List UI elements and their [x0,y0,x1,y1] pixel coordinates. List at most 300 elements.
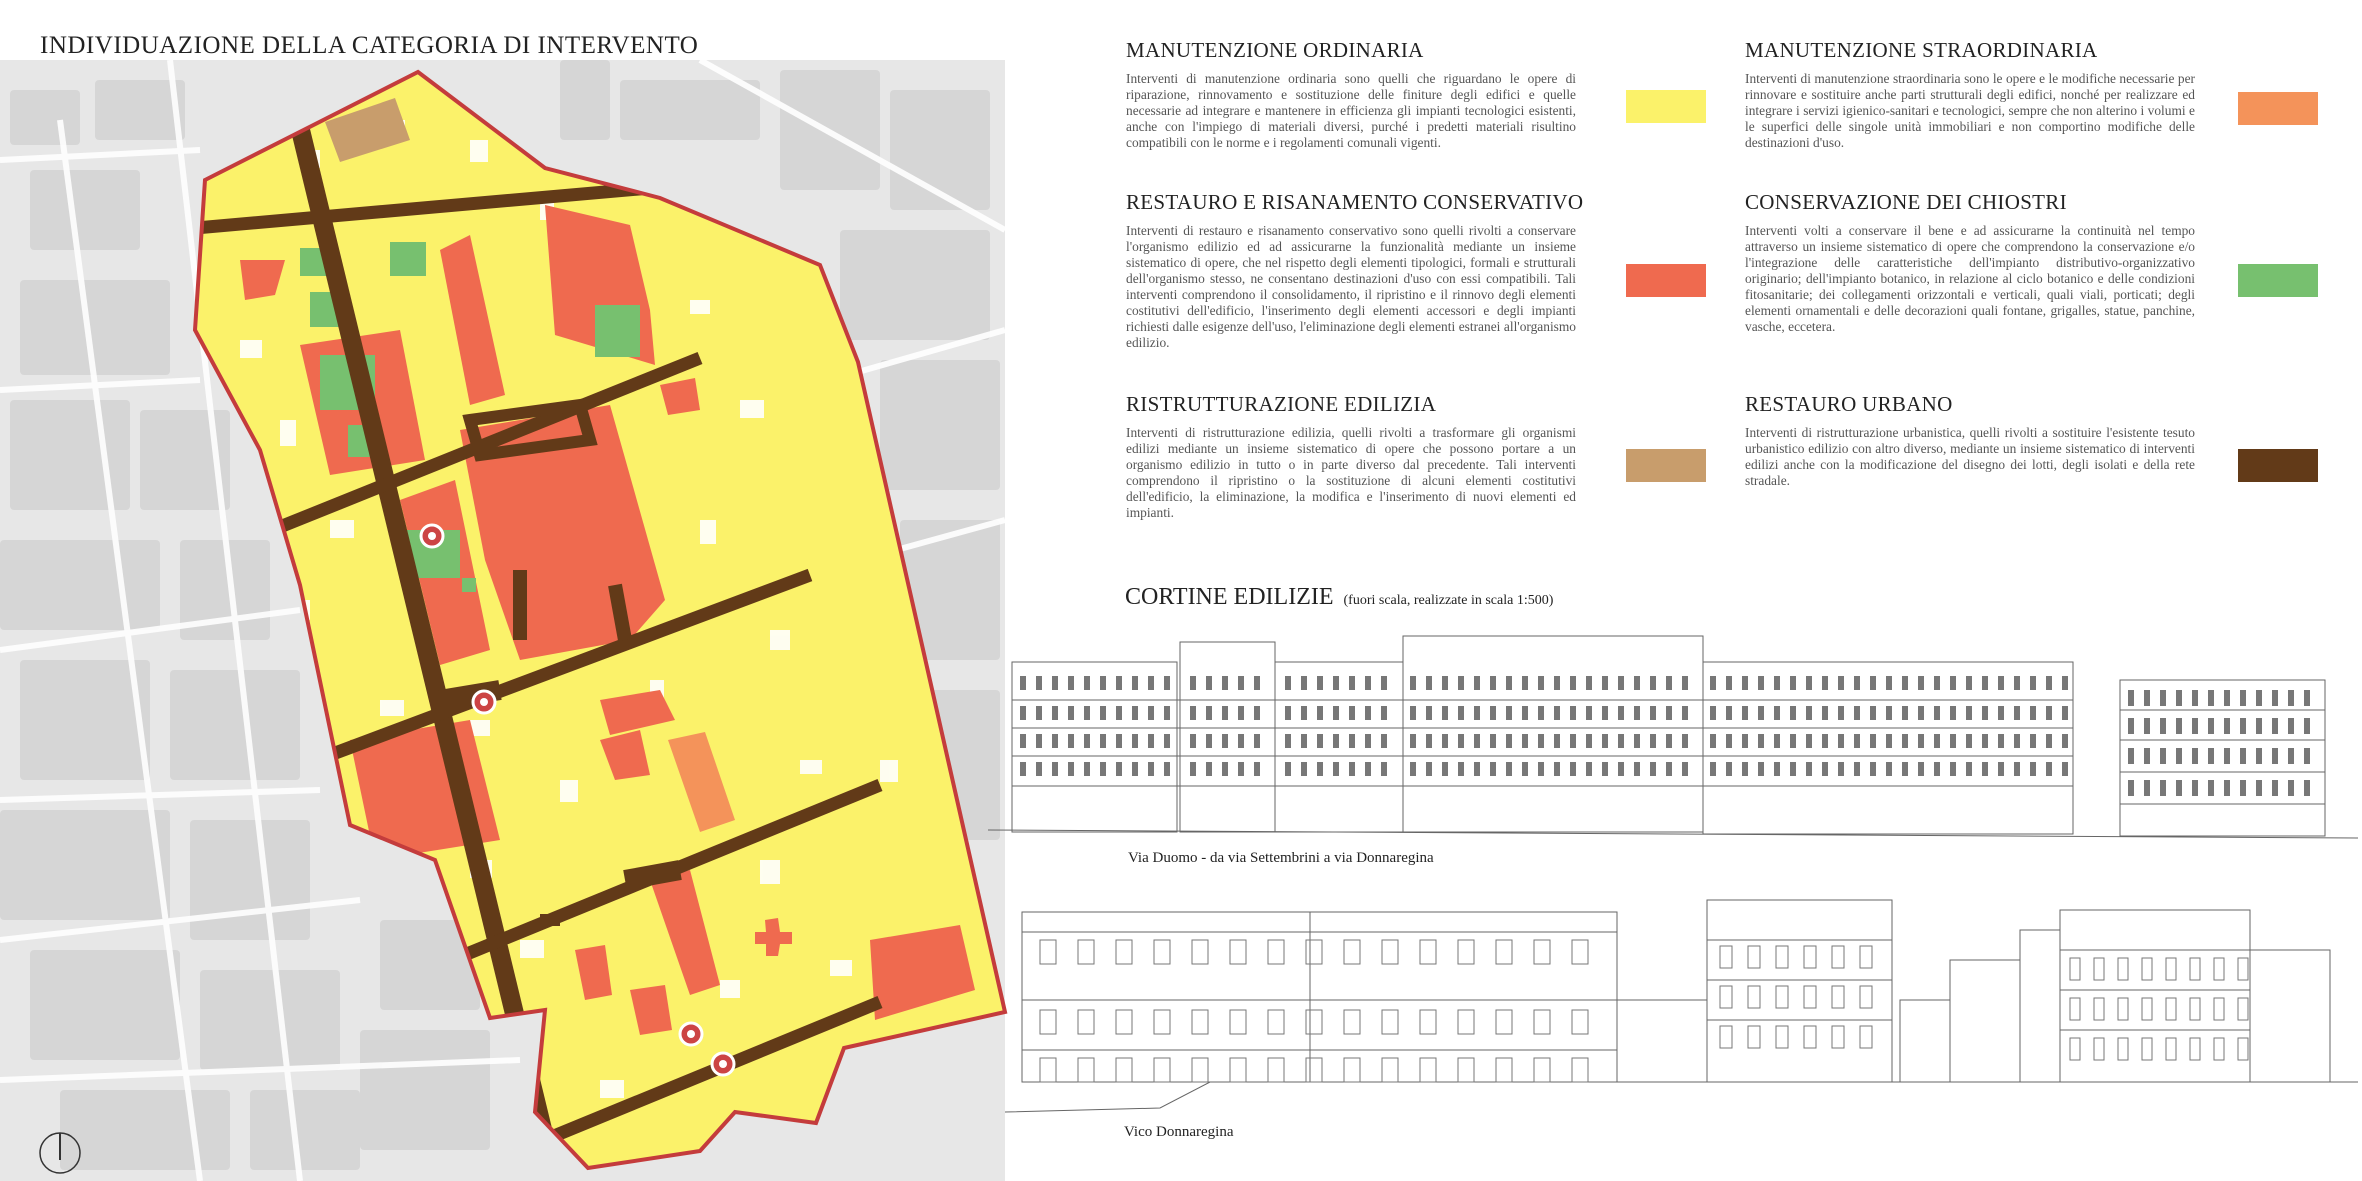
facade-window [1650,676,1656,690]
facade-window [1285,676,1291,690]
facade-window [2304,718,2310,734]
facade-window [2238,998,2248,1020]
facade-window [1682,676,1688,690]
facade-window [1365,706,1371,720]
facade-window [1442,676,1448,690]
facade-window [1886,734,1892,748]
facade-window [2224,748,2230,764]
facade-window [1148,734,1154,748]
facade-window [1720,986,1732,1008]
facade-window [1148,706,1154,720]
facade-window [1230,1058,1246,1082]
facade-window [2256,690,2262,706]
cortine-subtitle: (fuori scala, realizzate in scala 1:500) [1343,593,1554,608]
facade-window [1116,706,1122,720]
facade-window [2224,780,2230,796]
facade-window [1506,734,1512,748]
facade-window [2208,690,2214,706]
facade-window [2030,706,2036,720]
facade-window [1365,762,1371,776]
facade-window [2224,690,2230,706]
facade-window [1682,734,1688,748]
facade-window [1206,676,1212,690]
facade-window [1838,676,1844,690]
facade-window [1301,676,1307,690]
facade-window [1602,762,1608,776]
facade-window [1164,734,1170,748]
facade-window [1222,762,1228,776]
facade-window [1758,706,1764,720]
facade-window [1333,762,1339,776]
facade-window [1506,762,1512,776]
facade-window [1634,676,1640,690]
facade-window [1426,762,1432,776]
facade-window [1078,940,1094,964]
facade-window [1902,762,1908,776]
facade-window [1886,676,1892,690]
facade-window [1822,762,1828,776]
facade-window [1726,762,1732,776]
facade-window [1748,1026,1760,1048]
facade-window [1742,734,1748,748]
facade-window [2272,718,2278,734]
facade-window [1306,1010,1322,1034]
facade-window [1982,706,1988,720]
facade-window [1084,734,1090,748]
facade-window [1040,1010,1056,1034]
facade-window [1634,762,1640,776]
facade-window [1650,734,1656,748]
facade-window [1285,706,1291,720]
facade-window [1084,762,1090,776]
facade-window [1036,734,1042,748]
facade-window [1902,706,1908,720]
facade-window [1934,734,1940,748]
facade-window [1154,940,1170,964]
facade-window [1726,734,1732,748]
facade-window [1918,676,1924,690]
facade-window [1442,734,1448,748]
facade-window [1040,940,1056,964]
facade-window [1758,676,1764,690]
facade-window [1254,734,1260,748]
facade-window [2288,718,2294,734]
facade-window [2190,958,2200,980]
facade-window [1490,706,1496,720]
facade-window [1410,706,1416,720]
facade-window [1870,676,1876,690]
facade-window [1572,1010,1588,1034]
facade-window [1317,734,1323,748]
facade-window [1020,706,1026,720]
facade-window [1020,676,1026,690]
facade-window [1822,676,1828,690]
facade-window [1222,706,1228,720]
facade-window [2046,676,2052,690]
elevation-caption-via-duomo: Via Duomo - da via Settembrini a via Donnaregina [1128,850,1434,866]
facade-window [1382,940,1398,964]
facade-window [1522,706,1528,720]
legend-title: RISTRUTTURAZIONE EDILIZIA [1126,392,1437,416]
facade-window [1458,734,1464,748]
facade-window [1774,706,1780,720]
facade-window [1206,706,1212,720]
facade-window [1950,762,1956,776]
facade-window [2192,780,2198,796]
facade-window [2240,718,2246,734]
facade-window [1886,706,1892,720]
map-title: INDIVIDUAZIONE DELLA CATEGORIA DI INTERVENTO [40,32,699,59]
facade-window [1365,676,1371,690]
facade-window [1301,706,1307,720]
facade-window [1365,734,1371,748]
facade-window [1774,676,1780,690]
facade-window [1254,762,1260,776]
cortine-title: CORTINE EDILIZIE [1125,584,1334,610]
facade-window [1602,706,1608,720]
facade-window [2166,1038,2176,1060]
facade-window [1666,706,1672,720]
facade-window [2304,780,2310,796]
facade-window [1268,1010,1284,1034]
facade-window [1742,706,1748,720]
facade-window [1116,940,1132,964]
facade-window [1934,762,1940,776]
facade-window [1254,676,1260,690]
facade-window [1344,1010,1360,1034]
facade-window [1068,762,1074,776]
facade-window [1506,676,1512,690]
facade-window [1822,706,1828,720]
facade-window [1020,734,1026,748]
facade-window [1538,734,1544,748]
facade-window [2094,958,2104,980]
facade-window [1306,1058,1322,1082]
facade-window [2240,780,2246,796]
facade-window [1774,762,1780,776]
facade-window [1534,1058,1550,1082]
facade-window [1966,734,1972,748]
facade-window [1192,940,1208,964]
facade-window [1190,762,1196,776]
facade-window [1230,1010,1246,1034]
facade-window [1934,676,1940,690]
facade-window [1710,706,1716,720]
facade-window [2238,958,2248,980]
facade-window [1040,1058,1056,1082]
facade-window [2014,734,2020,748]
facade-window [1790,762,1796,776]
facade-window [1832,1026,1844,1048]
facade-window [1902,676,1908,690]
facade-window [1238,706,1244,720]
facade-window [1854,706,1860,720]
facade-window [1522,676,1528,690]
facade-window [1982,762,1988,776]
facade-window [1804,946,1816,968]
facade-window [1052,734,1058,748]
facade-window [1998,706,2004,720]
facade-window [1036,676,1042,690]
facade-window [1381,676,1387,690]
facade-window [1382,1058,1398,1082]
facade-window [1306,940,1322,964]
facade-window [1710,676,1716,690]
facade-window [1838,706,1844,720]
facade-window [1410,734,1416,748]
facade-window [1344,1058,1360,1082]
facade-window [1078,1010,1094,1034]
facade-window [1776,1026,1788,1048]
facade-window [1100,676,1106,690]
facade-window [1426,734,1432,748]
facade-window [1132,734,1138,748]
facade-window [2128,690,2134,706]
facade-window [1410,676,1416,690]
facade-window [1285,762,1291,776]
facade-window [1410,762,1416,776]
facade-window [1742,676,1748,690]
facade-window [1822,734,1828,748]
legend-text: Interventi di ristrutturazione urbanistica, quelli rivolti a sostituire l'esistente tesuto urbanistico edilizio con altro diverso, mediante un insieme sistematico di interventi edilizi anche con la modificazione del disegno dei lotti, degli isolati e della rete stradale. [1745,425,2195,488]
facade-window [1602,734,1608,748]
facade-window [1192,1058,1208,1082]
facade-window [1806,734,1812,748]
facade-window [1132,762,1138,776]
facade-window [2288,780,2294,796]
legend-text: Interventi di ristrutturazione edilizia, quelli rivolti a trasformare gli organismi edilizi mediante un insieme sistematico di opere che possono portare a un organismo edilizio in tutto o in parte diverso dal precedente. Tali interventi comprendono il ripristino o la sostituzione di alcuni elementi costitutivi dell'edificio, la eliminazione, la modifica e l'inserimento di nuovi elementi ed impianti. [1126,425,1576,520]
facade-window [1860,1026,1872,1048]
facade-window [1682,762,1688,776]
facade-window [1790,734,1796,748]
facade-window [2144,718,2150,734]
facade-window [2144,780,2150,796]
facade-window [1790,676,1796,690]
facade-window [1832,946,1844,968]
facade-window [1838,762,1844,776]
facade-window [1776,946,1788,968]
facade-window [1618,734,1624,748]
facade-window [1084,706,1090,720]
facade-window [1068,676,1074,690]
facade-window [1344,940,1360,964]
facade-window [1854,734,1860,748]
legend-title: RESTAURO URBANO [1745,392,1953,416]
facade-window [2144,690,2150,706]
facade-window [1268,1058,1284,1082]
facade-window [2160,718,2166,734]
facade-window [2176,780,2182,796]
facade-window [2094,1038,2104,1060]
facade-window [1285,734,1291,748]
facade-window [1116,734,1122,748]
facade-window [1490,676,1496,690]
facade-window [1602,676,1608,690]
facade-window [1420,940,1436,964]
facade-window [1966,706,1972,720]
facade-window [1301,734,1307,748]
facade-window [1442,762,1448,776]
facade-window [2224,718,2230,734]
facade-window [1458,940,1474,964]
facade-window [1116,1010,1132,1034]
facade-window [2272,780,2278,796]
facade-window [1349,734,1355,748]
facade-window [2046,734,2052,748]
facade-window [2142,958,2152,980]
facade-window [2272,748,2278,764]
facade-window [2256,780,2262,796]
legend-title: MANUTENZIONE ORDINARIA [1126,38,1424,62]
facade-window [1381,706,1387,720]
facade-window [2256,718,2262,734]
facade-window [2288,748,2294,764]
facade-window [1381,762,1387,776]
facade-window [1966,762,1972,776]
facade-window [1634,706,1640,720]
facade-window [1317,676,1323,690]
facade-window [2214,1038,2224,1060]
facade-window [2240,748,2246,764]
facade-window [2118,958,2128,980]
facade-window [1068,706,1074,720]
facade-window [1100,762,1106,776]
facade-window [1982,676,1988,690]
facade-window [1349,706,1355,720]
facade-window [1190,676,1196,690]
facade-window [1982,734,1988,748]
facade-window [2094,998,2104,1020]
facade-window [1998,676,2004,690]
facade-window [1052,706,1058,720]
facade-window [1918,762,1924,776]
facade-window [1474,762,1480,776]
facade-window [2166,958,2176,980]
facade-window [2142,998,2152,1020]
facade-window [2192,748,2198,764]
facade-window [1918,734,1924,748]
facade-window [2030,762,2036,776]
facade-window [1806,676,1812,690]
facade-window [1522,734,1528,748]
legend-title: CONSERVAZIONE DEI CHIOSTRI [1745,190,2067,214]
facade-window [1804,1026,1816,1048]
facade-window [2030,734,2036,748]
facade-window [1078,1058,1094,1082]
facade-window [1806,706,1812,720]
facade-window [1458,1010,1474,1034]
legend-text: Interventi volti a conservare il bene e ad assicurarne la continuità nel tempo attraverso un insieme sistematico di opere che comprendono la conservazione e/o l'integrazione delle caratteristiche dell'impianto distributivo-organizzativo originario; dell'impianto botanico, in relazione al ciclo botanico e delle condizioni fitosanitarie; dei collegamenti orizzontali e verticali, quali viali, porticati; degli elementi ornamentali e delle decorazioni quali fontane, grigalles, statue, panchine, vasche, eccetera. [1745,223,2195,334]
facade-window [2014,676,2020,690]
facade-window [1950,706,1956,720]
facade-window [1206,734,1212,748]
facade-window [2070,1038,2080,1060]
facade-window [1534,940,1550,964]
facade-window [1748,946,1760,968]
facade-window [1748,986,1760,1008]
facade-window [2160,780,2166,796]
facade-window [1666,762,1672,776]
facade-window [1420,1010,1436,1034]
facade-window [1950,734,1956,748]
facade-window [1570,734,1576,748]
facade-window [2192,690,2198,706]
facade-window [2190,998,2200,1020]
facade-window [2014,762,2020,776]
facade-window [1116,1058,1132,1082]
facade-window [1758,734,1764,748]
facade-window [1442,706,1448,720]
facade-window [1164,676,1170,690]
facade-window [1164,762,1170,776]
facade-window [2304,748,2310,764]
facade-window [1666,734,1672,748]
facade-window [1538,762,1544,776]
facade-window [1682,706,1688,720]
facade-window [1720,1026,1732,1048]
facade-window [1116,762,1122,776]
facade-window [1860,986,1872,1008]
facade-window [2304,690,2310,706]
facade-window [2118,998,2128,1020]
facade-window [1966,676,1972,690]
facade-window [1222,676,1228,690]
facade-window [2118,1038,2128,1060]
facade-window [2142,1038,2152,1060]
facade-window [1192,1010,1208,1034]
facade-window [1268,940,1284,964]
facade-window [2238,1038,2248,1060]
facade-window [1100,734,1106,748]
facade-window [2030,676,2036,690]
facade-window [1806,762,1812,776]
facade-window [1349,676,1355,690]
facade-window [1726,676,1732,690]
facade-window [1381,734,1387,748]
facade-window [1832,986,1844,1008]
facade-window [2214,998,2224,1020]
facade-window [1100,706,1106,720]
facade-window [2062,676,2068,690]
facade-window [1918,706,1924,720]
legend-text: Interventi di manutenzione straordinaria sono le opere e le modifiche necessarie per rinnovare e sostituire anche parti strutturali degli edifici, nonché per realizzare ed integrare i servizi igienico-sanitari e tecnologici, sempre che non alterino i volumi e le superfici delle singole unità immobiliari e non comportino modifiche delle destinazioni d'uso. [1745,71,2195,150]
facade-window [2062,734,2068,748]
facade-window [1870,706,1876,720]
facade-window [1666,676,1672,690]
facade-window [1618,706,1624,720]
facade-window [1420,1058,1436,1082]
facade-window [1902,734,1908,748]
facade-window [1710,734,1716,748]
facade-window [1570,762,1576,776]
facade-window [1474,676,1480,690]
facade-window [1349,762,1355,776]
facade-window [1496,1058,1512,1082]
facade-window [1036,706,1042,720]
facade-window [1538,676,1544,690]
facade-window [1474,706,1480,720]
facade-window [1618,676,1624,690]
facade-window [2192,718,2198,734]
facade-window [1586,706,1592,720]
facade-window [1572,940,1588,964]
facade-window [1804,986,1816,1008]
facade-window [1538,706,1544,720]
facade-window [1238,676,1244,690]
facade-window [2128,718,2134,734]
facade-window [1522,762,1528,776]
facade-window [2190,1038,2200,1060]
